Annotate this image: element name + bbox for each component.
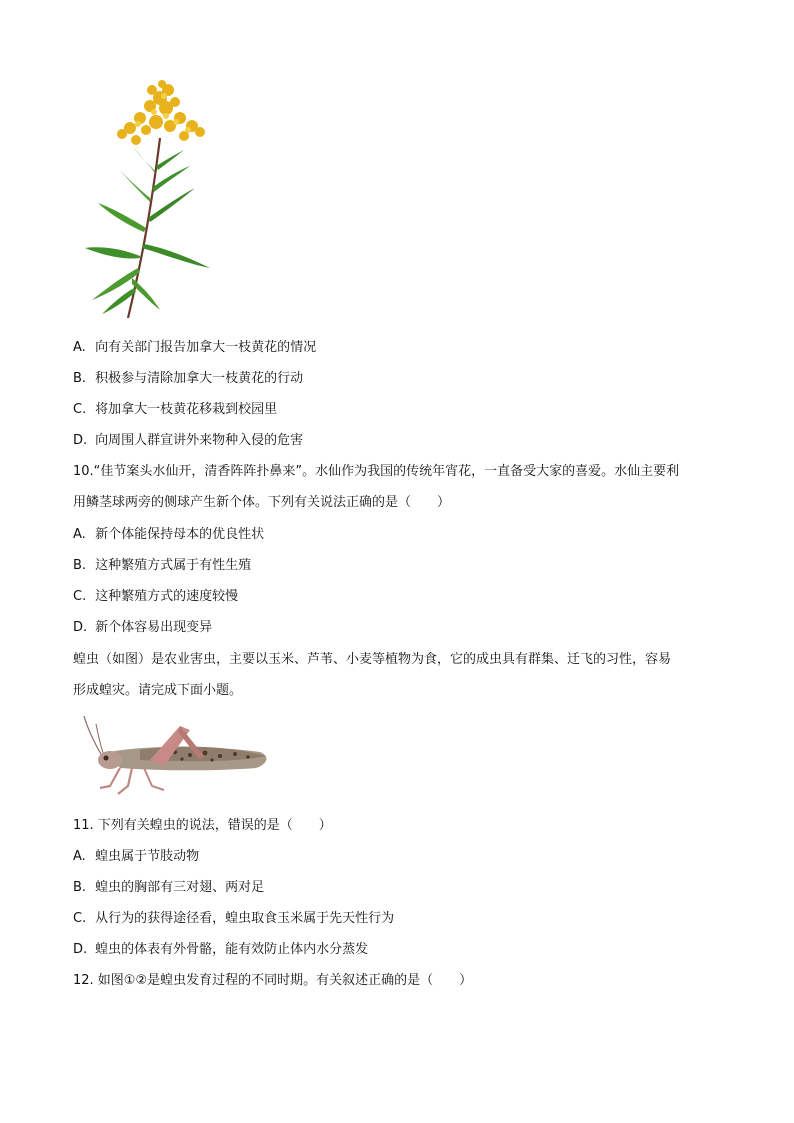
goldenrod-image <box>80 78 230 320</box>
option-text: 向有关部门报告加拿大一枝黄花的情况 <box>95 340 317 355</box>
option-letter: B. <box>73 880 87 895</box>
option-a <box>73 526 264 544</box>
option-text: 从行为的获得途径看，蝗虫取食玉米属于先天性行为 <box>95 911 395 926</box>
option-letter: D. <box>73 620 88 635</box>
option-text: 蝗虫的体表有外骨骼，能有效防止体内水分蒸发 <box>95 942 369 957</box>
option-text: 蝗虫属于节肢动物 <box>95 849 200 864</box>
option-d <box>73 619 212 637</box>
option-letter: A. <box>73 527 86 542</box>
option-c <box>73 401 277 419</box>
option-b <box>73 557 251 575</box>
option-letter: D. <box>73 942 88 957</box>
option-b <box>73 370 303 388</box>
option-letter: C. <box>73 589 87 604</box>
option-text: 新个体容易出现变异 <box>95 620 213 635</box>
option-d <box>73 432 303 450</box>
option-text: 将加拿大一枝黄花移栽到校园里 <box>95 402 278 417</box>
q10-stem-line2: 用鳞茎球两旁的侧球产生新个体。下列有关说法正确的是（ ） <box>73 495 451 510</box>
option-text: 蝗虫的胸部有三对翅、两对足 <box>95 880 265 895</box>
intro-line1: 蝗虫（如图）是农业害虫，主要以玉米、芦苇、小麦等植物为食，它的成虫具有群集、迁飞的习性，容易 <box>73 652 672 667</box>
option-text: 向周围人群宣讲外来物种入侵的危害 <box>95 433 304 448</box>
option-letter: C. <box>73 911 87 926</box>
option-c <box>73 588 238 606</box>
intro-line2: 形成蝗灾。请完成下面小题。 <box>73 683 243 698</box>
option-d <box>73 941 368 959</box>
q10-stem-line1: 10.“佳节案头水仙开，清香阵阵扑鼻来”。水仙作为我国的传统年宵花，一直备受大家的喜爱。水仙主要利 <box>73 464 680 479</box>
option-letter: C. <box>73 402 87 417</box>
option-letter: B. <box>73 371 87 386</box>
option-letter: D. <box>73 433 88 448</box>
option-text: 新个体能保持母本的优良性状 <box>95 527 265 542</box>
option-a <box>73 848 199 866</box>
option-a <box>73 339 316 357</box>
option-letter: A. <box>73 340 86 355</box>
option-text: 这种繁殖方式的速度较慢 <box>95 589 239 604</box>
option-text: 积极参与清除加拿大一枝黄花的行动 <box>95 371 304 386</box>
option-b <box>73 879 264 897</box>
q12-stem: 12. 如图①②是蝗虫发育过程的不同时期。有关叙述正确的是（ ） <box>73 973 473 988</box>
option-letter: B. <box>73 558 87 573</box>
locust-image <box>80 712 272 796</box>
option-letter: A. <box>73 849 86 864</box>
option-text: 这种繁殖方式属于有性生殖 <box>95 558 252 573</box>
option-c <box>73 910 394 928</box>
q11-stem: 11. 下列有关蝗虫的说法，错误的是（ ） <box>73 818 332 833</box>
